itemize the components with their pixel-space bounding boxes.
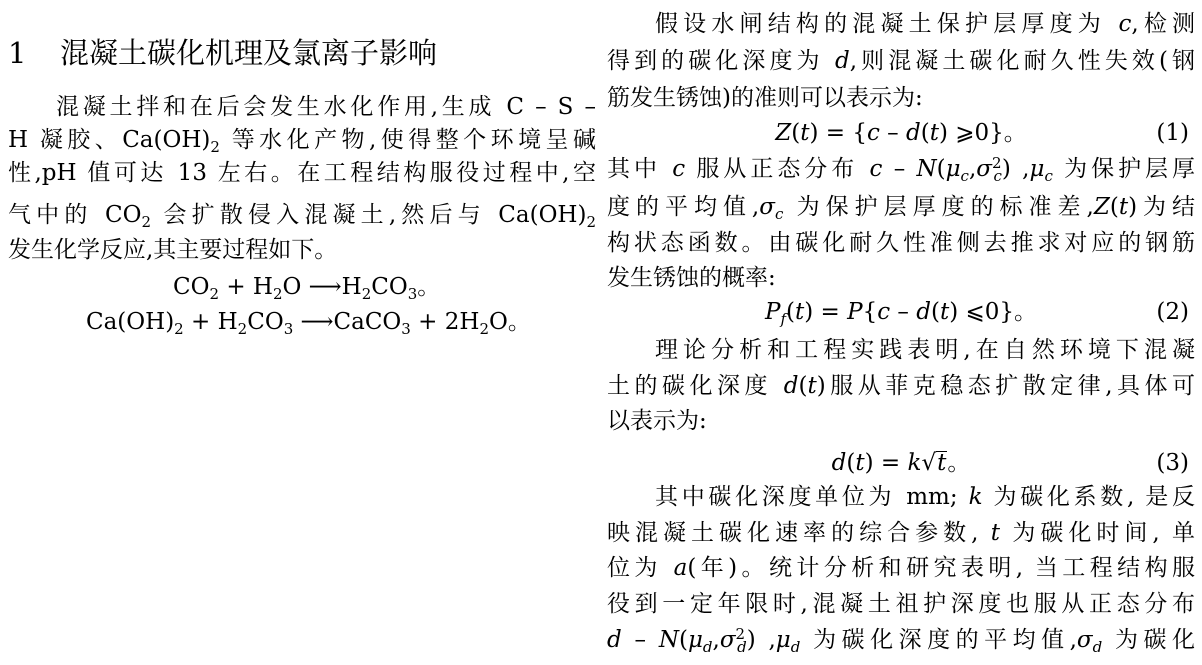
equation-number-3: (3) — [1156, 450, 1189, 476]
reaction-equation-2: $Ca(OH)_2 + H_2CO_3$ ⟶CaCO$_3$ + $2H_2O$。 — [86, 309, 531, 338]
paragraph-line: 气中的 $CO_2$ 会扩散侵入混凝土,然后与 $Ca(OH)_2$ — [8, 202, 597, 231]
paragraph-line: 土的碳化深度 d(t)服从菲克稳态扩散定律,具体可 — [607, 373, 1195, 399]
equation-number-2: (2) — [1156, 299, 1189, 325]
paragraph-line: 其中碳化深度单位为 mm; k 为碳化系数, 是反 — [655, 484, 1195, 510]
section-number: 1 — [8, 36, 27, 70]
sqrt-radicand: t — [937, 450, 947, 476]
reaction-equation-1: $CO_2 + H_2O$ $⟶H_2CO_3$。 — [173, 274, 441, 303]
paragraph-line: 以表示为: — [607, 408, 707, 434]
paragraph-line: 构状态函数。由碳化耐久性准侧去推求对应的钢筋 — [607, 230, 1195, 256]
paragraph-line: 混凝土拌和在后会发生水化作用,生成 C – S – — [56, 94, 596, 120]
paragraph-line: 位为 a(年)。统计分析和研究表明, 当工程结构服 — [607, 555, 1195, 581]
sqrt-sign: √ — [921, 450, 937, 476]
equation-3: d(t) = k√t。 (3) — [831, 450, 1189, 476]
equation-number-1: (1) — [1156, 120, 1189, 146]
paragraph-line: 映混凝土碳化速率的综合参数, t 为碳化时间, 单 — [607, 520, 1195, 546]
paragraph-line: d – $N(\mu_d,\sigma^2_d)$ $,\mu_d$ 为碳化深度的平均值$,\sigma_d$ 为碳化 — [607, 625, 1195, 656]
paragraph-line: 其中 c 服从正态分布 c – $N(\mu_c,\sigma^2_c)$ $,\mu_c$ 为保护层厚 — [607, 154, 1196, 185]
paragraph-line: 理论分析和工程实践表明,在自然环境下混凝 — [655, 337, 1195, 363]
paragraph-line: 性,pH 值可达 13 左右。在工程结构服役过程中,空 — [8, 160, 596, 186]
section-heading — [8, 33, 437, 73]
paragraph-line: 假设水闸结构的混凝土保护层厚度为 c,检测 — [655, 11, 1196, 37]
equation-1: Z(t) = {c – d(t) ⩾0}。 (1) — [775, 120, 1189, 146]
paragraph-line: 发生化学反应,其主要过程如下。 — [8, 237, 338, 263]
paragraph-line: 筋发生锈蚀)的准则可以表示为: — [607, 85, 923, 111]
section-title: 混凝土碳化机理及氯离子影响 — [60, 36, 438, 70]
paragraph-line: H 凝胶、$Ca(OH)_2$ 等水化产物,使得整个环境呈碱 — [8, 127, 597, 156]
paragraph-line: 役到一定年限时,混凝土祖护深度也服从正态分布 — [607, 591, 1195, 617]
equation-2: $P_f(t) = P\{c - d(t)$ ⩽0}。 (2) — [764, 299, 1189, 328]
paragraph-line: 度的平均值$,\sigma_c$ 为保护层厚度的标准差,Z(t)为结 — [607, 194, 1196, 223]
paragraph-line: 得到的碳化深度为 d,则混凝土碳化耐久性失效(钢 — [607, 48, 1195, 74]
paragraph-line: 发生锈蚀的概率: — [607, 265, 776, 291]
